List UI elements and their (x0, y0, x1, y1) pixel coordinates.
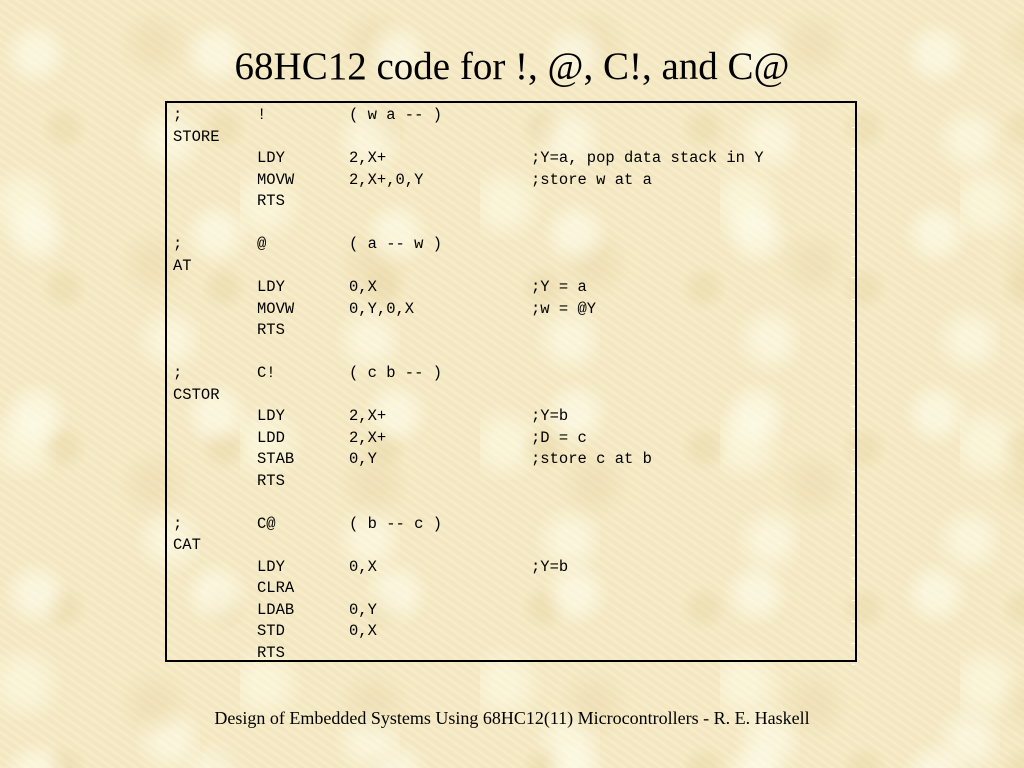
code-opcode: @ (257, 235, 267, 253)
code-comment: ;store c at b (531, 450, 652, 468)
code-opcode: RTS (257, 643, 285, 662)
code-opcode: LDAB (257, 600, 295, 619)
code-comment: ;Y=b (531, 407, 569, 425)
code-opcode: RTS (257, 471, 285, 490)
code-opcode: MOVW (257, 299, 295, 318)
code-comment: ;Y=a, pop data stack in Y (531, 149, 764, 167)
code-line (167, 363, 855, 385)
code-opcode: CLRA (257, 579, 295, 597)
code-opcode: ! (257, 106, 267, 124)
code-line (167, 385, 855, 407)
code-opcode: STD (257, 622, 285, 640)
code-line (167, 256, 855, 278)
code-opcode: C@ (257, 514, 276, 533)
code-line (167, 643, 855, 665)
code-operand: 0,X (349, 557, 377, 576)
code-comment: ;D = c (531, 428, 587, 447)
code-comment: ;store w at a (531, 170, 652, 189)
code-operand: 0,Y (349, 450, 377, 468)
code-line (167, 277, 855, 299)
code-opcode: LDD (257, 428, 285, 447)
slide-footer: Design of Embedded Systems Using 68HC12(11) Microcontrollers - R. E. Haskell (214, 708, 810, 728)
code-operand: 2,X+,0,Y (349, 170, 424, 189)
code-opcode: C! (257, 364, 276, 382)
code-line (167, 234, 855, 256)
code-comment: ;w = @Y (531, 299, 597, 318)
code-opcode: STAB (257, 450, 295, 468)
code-line (167, 514, 855, 536)
code-operand: ( c b -- ) (349, 364, 443, 382)
code-opcode: LDY (257, 407, 285, 425)
code-line (167, 406, 855, 428)
code-listing (165, 101, 857, 662)
code-opcode: RTS (257, 321, 285, 339)
code-line (167, 492, 855, 514)
code-operand: 2,X+ (349, 428, 387, 447)
code-operand: 2,X+ (349, 407, 387, 425)
code-line (167, 471, 855, 493)
code-line (167, 535, 855, 557)
code-opcode: MOVW (257, 170, 295, 189)
slide-title: 68HC12 code for !, @, C!, and C@ (234, 45, 790, 88)
code-operand: ( a -- w ) (349, 235, 443, 253)
code-operand: 2,X+ (349, 149, 387, 167)
row-tick (852, 664, 855, 665)
code-operand: 0,X (349, 622, 377, 640)
code-operand: ( w a -- ) (349, 106, 443, 124)
code-line (167, 621, 855, 643)
code-line (167, 127, 855, 149)
code-opcode: LDY (257, 557, 285, 576)
code-comment: ;Y=b (531, 557, 569, 576)
code-line (167, 428, 855, 450)
code-operand: 0,Y (349, 600, 377, 619)
code-label: CAT (173, 536, 201, 554)
code-opcode: LDY (257, 149, 285, 167)
code-opcode: RTS (257, 192, 285, 210)
code-label: CSTOR (173, 385, 220, 404)
code-line (167, 320, 855, 342)
code-line (167, 191, 855, 213)
code-line (167, 213, 855, 235)
code-operand: 0,X (349, 278, 377, 296)
code-label: ; (173, 106, 183, 124)
code-operand: 0,Y,0,X (349, 299, 415, 318)
code-label: STORE (173, 127, 220, 146)
code-line (167, 600, 855, 622)
code-line (167, 148, 855, 170)
code-line (167, 578, 855, 600)
code-comment: ;Y = a (531, 278, 587, 296)
code-line (167, 170, 855, 192)
code-label: ; (173, 235, 183, 253)
code-line (167, 299, 855, 321)
code-line (167, 557, 855, 579)
code-label: ; (173, 514, 183, 533)
code-line (167, 105, 855, 127)
code-label: AT (173, 256, 192, 275)
code-label: ; (173, 364, 183, 382)
code-line (167, 342, 855, 364)
code-line (167, 449, 855, 471)
code-opcode: LDY (257, 278, 285, 296)
code-operand: ( b -- c ) (349, 514, 443, 533)
